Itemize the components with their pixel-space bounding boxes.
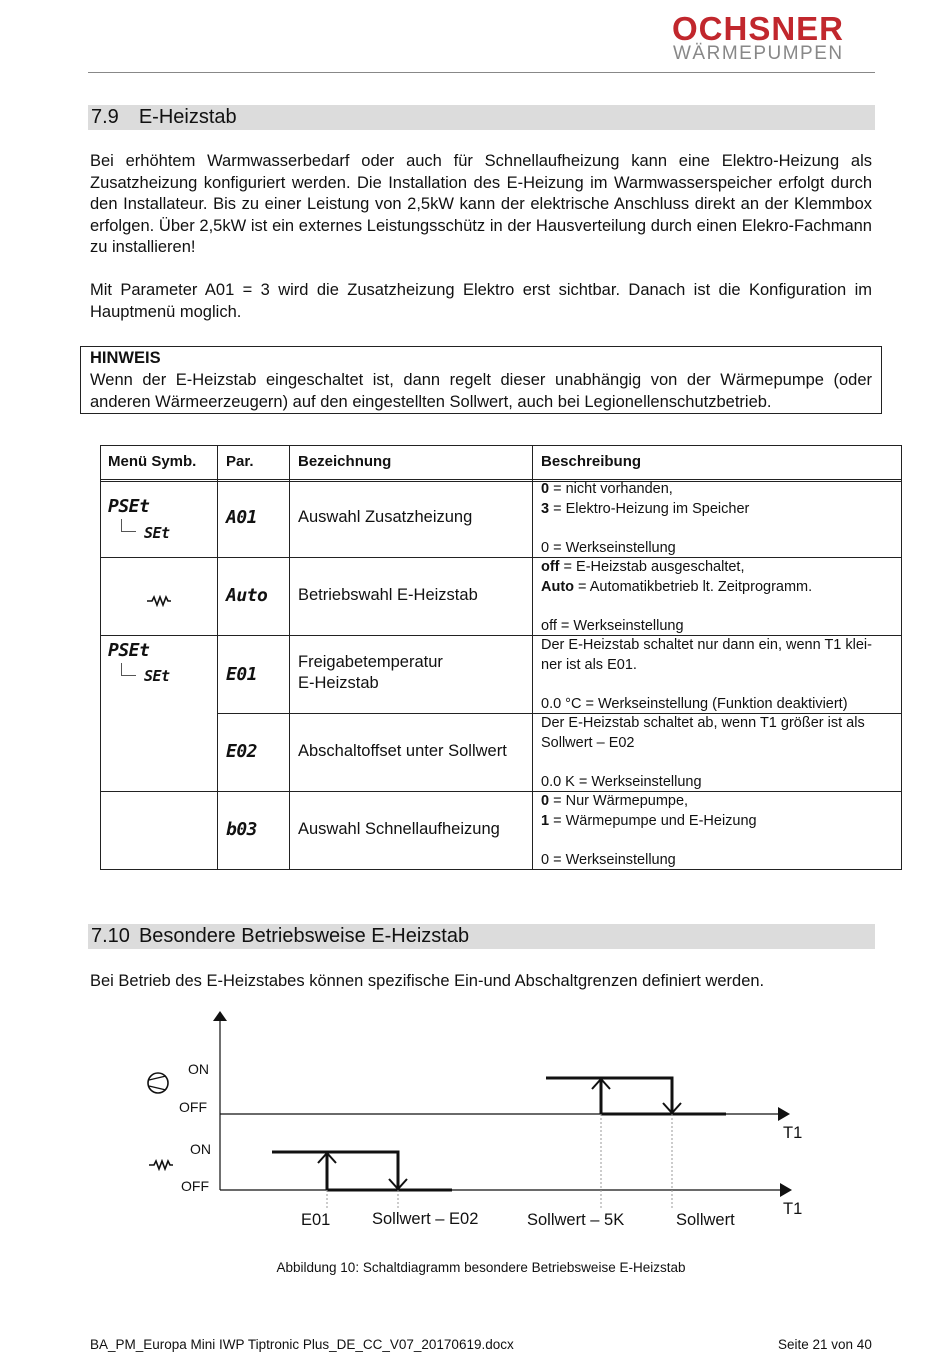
off-label: OFF [179,1099,207,1115]
table-header-rule [100,479,902,480]
section-heading-7-10 [88,924,875,949]
param-description: Der E-Heizstab schaltet ab, wenn T1 größer ist als Sollwert – E02 0.0 K = Werkseinstellung [541,715,865,790]
table-col-divider [289,445,290,870]
x-label-sollwert-e02: Sollwert – E02 [372,1210,479,1228]
param-description: 0 = Nur Wärmepumpe, 1 = Wärmepumpe und E-Heizung 0 = Werkseinstellung [541,793,757,868]
menu-symbol-set: SEt [144,667,170,685]
section-heading-7-9 [88,105,875,130]
param-code: A01 [226,507,258,528]
x-label-e01: E01 [301,1211,331,1229]
table-col-divider [217,445,218,870]
param-name: Auswahl Zusatzheizung [298,508,473,526]
note-title: HINWEIS [90,349,161,367]
logo-subtitle: WÄRMEPUMPEN [673,43,844,64]
section-number: 7.10 [91,925,130,947]
paragraph-parameter: Mit Parameter A01 = 3 wird die Zusatzheizung Elektro erst sichtbar. Danach ist die Konfiguration im Hauptmenü moglich. [90,281,872,321]
x-label-sollwert: Sollwert [676,1211,735,1229]
param-code: E02 [226,741,258,762]
param-code: b03 [226,819,258,840]
section-title: E-Heizstab [138,106,237,128]
table-header-bezeichnung: Bezeichnung [298,453,392,470]
param-name: Betriebswahl E-Heizstab [298,586,478,604]
menu-symbol-pset: PSEt [108,496,150,517]
on-label: ON [188,1061,209,1077]
switching-diagram [100,1005,820,1245]
menu-symbol-set: SEt [144,524,170,542]
off-label: OFF [181,1178,209,1194]
section-title: Besondere Betriebsweise E-Heizstab [138,925,470,947]
param-description: off = E-Heizstab ausgeschaltet, Auto = Automatikbetrieb lt. Zeitprogramm. off = Werkseinstellung [541,559,813,634]
table-col-divider [532,445,533,870]
param-description: 0 = nicht vorhanden, 3 = Elektro-Heizung im Speicher 0 = Werkseinstellung [541,481,750,556]
menu-symbol-pset: PSEt [108,640,150,661]
figure-caption: Abbildung 10: Schaltdiagramm besondere Betriebsweise E-Heizstab [276,1260,686,1275]
param-code: Auto [226,585,268,606]
header-divider [88,72,875,73]
diagram-graphics [100,1005,820,1245]
table-header-menu-symbol: Menü Symb. [108,453,197,470]
footer-page-number: Seite 21 von 40 [778,1337,872,1352]
logo-ochsner: OCHSNER [672,10,845,47]
parameter-table [100,445,902,870]
table-border-right [901,445,902,870]
table-header-par: Par. [226,453,254,470]
param-name: Freigabetemperatur E-Heizstab [298,653,443,692]
table-border-bottom [100,869,902,870]
param-name: Auswahl Schnellaufheizung [298,820,500,838]
tree-connector [121,663,136,676]
heating-element-icon [148,1159,174,1171]
note-box [80,346,882,414]
heating-element-icon [146,595,172,607]
footer-filename: BA_PM_Europa Mini IWP Tiptronic Plus_DE_CC_V07_20170619.docx [90,1337,514,1352]
paragraph-section-2: Bei Betrieb des E-Heizstabes können spezifische Ein-und Abschaltgrenzen definiert werden. [90,972,765,990]
param-name: Abschaltoffset unter Sollwert [298,742,507,760]
on-label: ON [190,1141,211,1157]
tree-connector [121,519,136,532]
paragraph-intro: Bei erhöhtem Warmwasserbedarf oder auch für Schnellaufheizung kann eine Elektro-Heizung als Zusatzheizung konfiguriert werden. Die Installation des E-Heizung im Warmwasserspeicher erfolgt durch den Installateur. Bis zu einer Leistung von 2,5kW kann der elektrische Anschluss direkt an der Klemmbox erfolgen. Über 2,5kW ist ein externes Leistungsschütz in der Hausverteilung durch einen Elekro-Fachmann zu installieren! [90,152,872,256]
axis-label-t1: T1 [783,1200,803,1218]
compressor-icon [146,1071,170,1095]
table-header-beschreibung: Beschreibung [541,453,642,470]
axis-label-t1: T1 [783,1124,803,1142]
table-border-left [100,445,101,870]
table-header-rule [100,481,902,482]
x-label-sollwert-5k: Sollwert – 5K [527,1211,625,1229]
note-text: Wenn der E-Heizstab eingeschaltet ist, dann regelt dieser unabhängig von der Wärmepumpe (oder anderen Wärmeerzeugern) auf den eingestellten Sollwert, auch bei Legionellenschutzbetrieb. [90,371,872,411]
table-border-top [100,445,902,446]
section-number: 7.9 [91,106,119,128]
param-description: Der E-Heizstab schaltet nur dann ein, wenn T1 klei- ner ist als E01. 0.0 °C = Werkseinstellung (Funktion deaktiviert) [541,637,872,712]
param-code: E01 [226,664,258,685]
